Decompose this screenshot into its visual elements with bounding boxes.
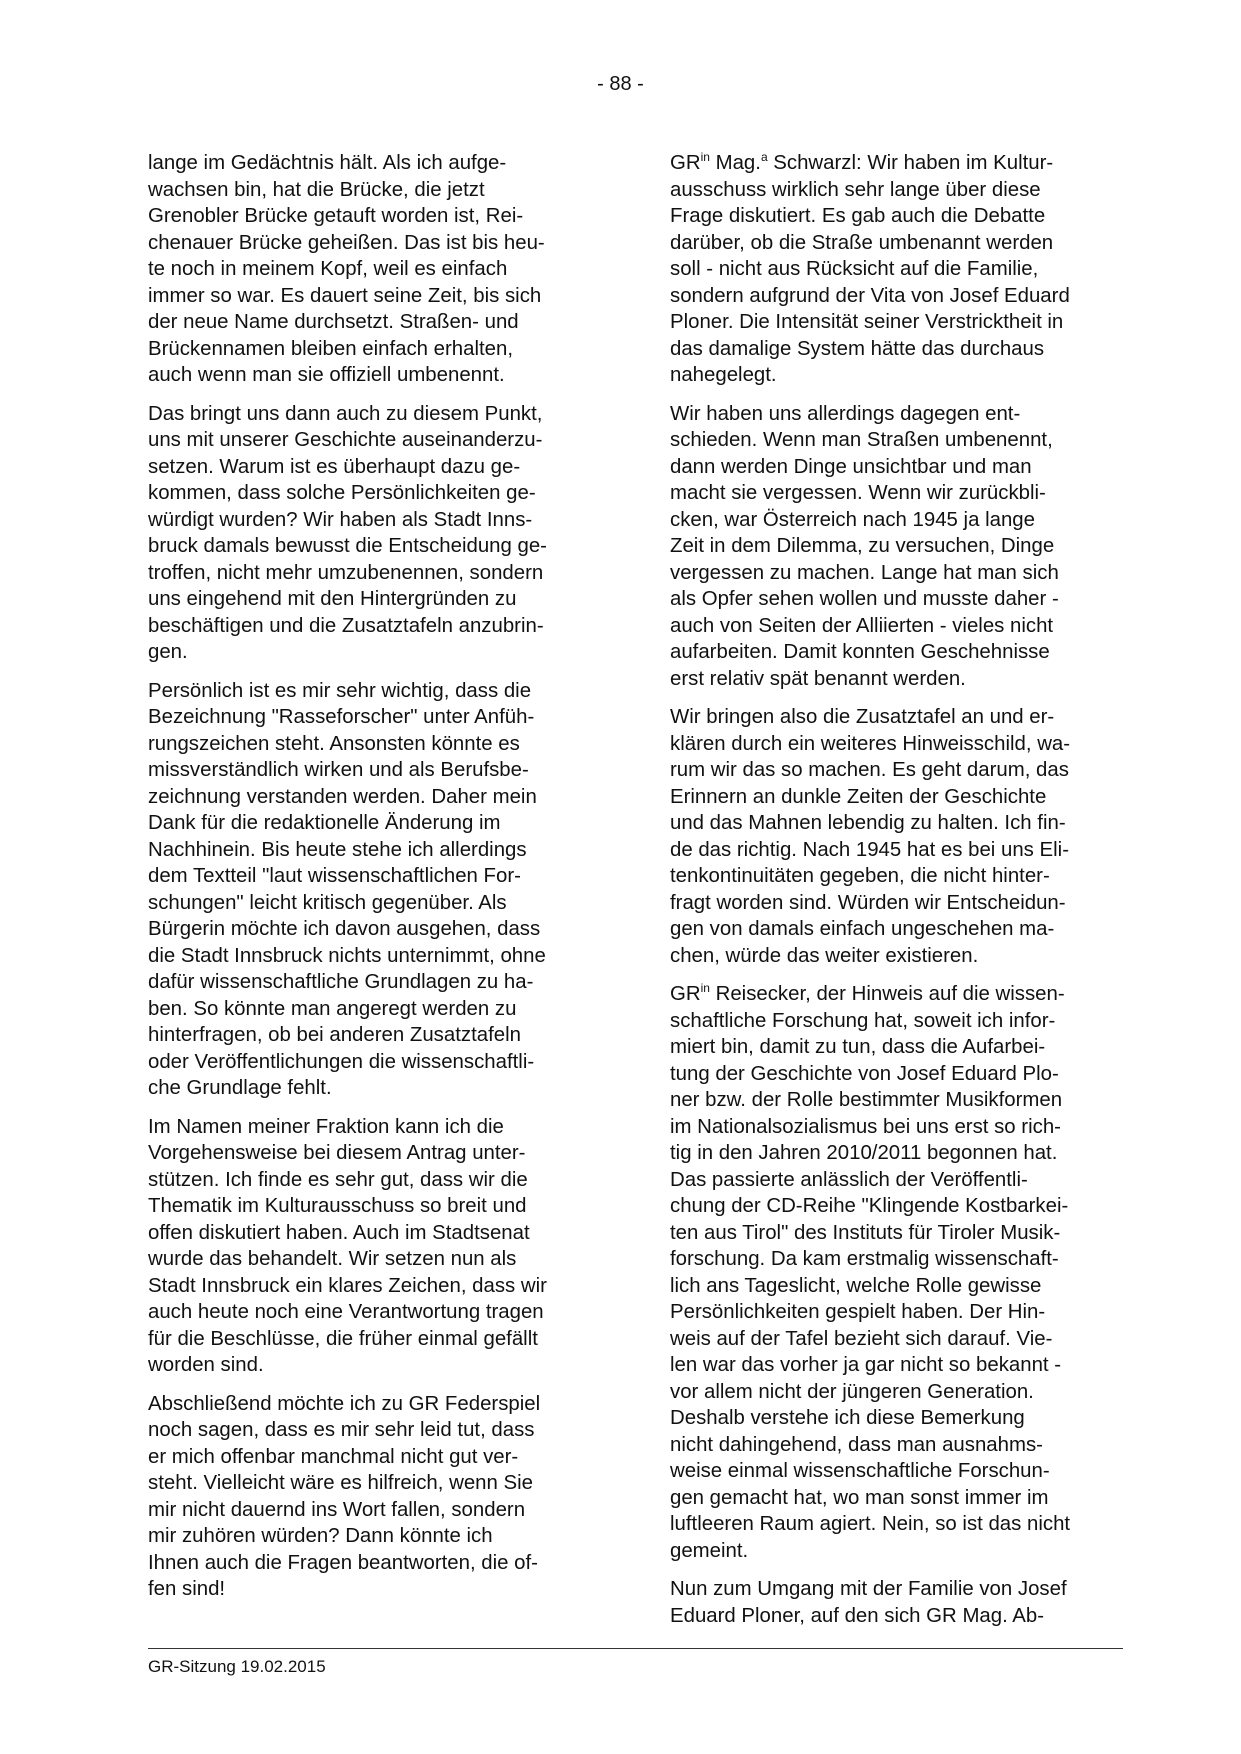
text-line: aufarbeiten. Damit konnten Geschehnisse <box>670 641 1050 663</box>
text-line: er mich offenbar manchmal nicht gut ver- <box>148 1445 519 1468</box>
text-line: würdigt wurden? Wir haben als Stadt Inns- <box>148 508 533 531</box>
text-line: te noch in meinem Kopf, weil es einfach <box>148 258 508 280</box>
text-line: nahegelegt. <box>670 364 777 386</box>
gr-prefix: GR <box>670 983 701 1005</box>
text-line: Nachhinein. Bis heute stehe ich allerdings <box>148 838 527 861</box>
paragraph-speaker-schwarzl <box>670 150 1125 389</box>
left-column <box>148 150 603 1615</box>
text-line: tenkontinuitäten gegeben, die nicht hinter- <box>670 865 1050 887</box>
text-line: Stadt Innsbruck ein klares Zeichen, dass wir <box>148 1274 547 1297</box>
text-line: Vorgehensweise bei diesem Antrag unter- <box>148 1142 526 1164</box>
text-line: mir zuhören würden? Dann könnte ich <box>148 1525 493 1547</box>
text-line: Im Namen meiner Fraktion kann ich die <box>148 1115 504 1138</box>
text-line: als Opfer sehen wollen und musste daher - <box>670 588 1059 610</box>
text-line: mir nicht dauernd ins Wort fallen, sondern <box>148 1498 526 1521</box>
text-line: Deshalb verstehe ich diese Bemerkung <box>670 1407 1025 1429</box>
text-line: macht sie vergessen. Wenn wir zurückbli- <box>670 482 1046 504</box>
text-line: hinterfragen, ob bei anderen Zusatztafeln <box>148 1024 521 1046</box>
text-line: rungszeichen steht. Ansonsten könnte es <box>148 732 520 755</box>
paragraph <box>670 704 1125 969</box>
text-line: chenauer Brücke geheißen. Das ist bis heu- <box>148 231 545 254</box>
text-line: Das passierte anlässlich der Veröffentli- <box>670 1168 1028 1191</box>
text-line: auch wenn man sie offiziell umbenennt. <box>148 364 505 386</box>
text-line: schaftliche Forschung hat, soweit ich infor- <box>670 1009 1056 1032</box>
text-line: das damalige System hätte das durchaus <box>670 337 1045 360</box>
text-line: troffen, nicht mehr umzubenennen, sondern <box>148 561 544 584</box>
text-line: Bezeichnung "Rasseforscher" unter Anfüh- <box>148 706 535 728</box>
text-line: oder Veröffentlichungen die wissenschaftli- <box>148 1050 535 1073</box>
text-line: len war das vorher ja gar nicht so bekannt - <box>670 1354 1062 1376</box>
text-line: dafür wissenschaftliche Grundlagen zu ha- <box>148 971 534 993</box>
text-line: gemeint. <box>670 1539 749 1562</box>
text-line: bruck damals bewusst die Entscheidung ge- <box>148 535 547 557</box>
text-line: und das Mahnen lebendig zu halten. Ich fin- <box>670 812 1066 834</box>
text-line: kommen, dass solche Persönlichkeiten ge- <box>148 482 536 504</box>
text-line: darüber, ob die Straße umbenannt werden <box>670 231 1054 254</box>
paragraph <box>148 1114 603 1379</box>
text-line: zeichnung verstanden werden. Daher mein <box>148 785 537 808</box>
text-line: klären durch ein weiteres Hinweisschild, wa- <box>670 732 1071 755</box>
text-line: Persönlichkeiten gespielt haben. Der Hin- <box>670 1301 1046 1323</box>
text-line: beschäftigen und die Zusatztafeln anzubrin- <box>148 614 544 637</box>
text-line: die Stadt Innsbruck nichts unternimmt, ohne <box>148 944 546 967</box>
speaker-sup: in <box>700 150 710 164</box>
paragraph <box>670 981 1125 1564</box>
text-line: Bürgerin möchte ich davon ausgehen, dass <box>148 918 541 940</box>
text-line: Nun zum Umgang mit der Familie von Josef <box>670 1578 1067 1600</box>
text-line: gen von damals einfach ungeschehen ma- <box>670 918 1055 940</box>
text-line: chen, würde das weiter existieren. <box>670 944 979 967</box>
line-rest: Reisecker, der Hinweis auf die wissen- <box>709 983 1065 1005</box>
text-line: wurde das behandelt. Wir setzen nun als <box>148 1248 517 1270</box>
text-line: nicht dahingehend, dass man ausnahms- <box>670 1433 1043 1456</box>
text-line: schungen" leicht kritisch gegenüber. Als <box>148 891 507 914</box>
text-line: stützen. Ich finde es sehr gut, dass wir die <box>148 1168 528 1191</box>
text-line: tung der Geschichte von Josef Eduard Plo- <box>670 1062 1059 1085</box>
text-line: offen diskutiert haben. Auch im Stadtsenat <box>148 1221 530 1244</box>
text-line: ten aus Tirol" des Instituts für Tiroler Musik- <box>670 1221 1061 1244</box>
text-line: der neue Name durchsetzt. Straßen- und <box>148 311 519 333</box>
text-line: Dank für die redaktionelle Änderung im <box>148 812 501 834</box>
paragraph <box>148 150 603 389</box>
text-line: vor allem nicht der jüngeren Generation. <box>670 1380 1034 1403</box>
text-line: Grenobler Brücke getauft worden ist, Rei- <box>148 205 524 227</box>
text-line: Zeit in dem Dilemma, zu versuchen, Dinge <box>670 535 1055 557</box>
text-line: im Nationalsozialismus bei uns erst so rich- <box>670 1115 1061 1138</box>
text-line: schieden. Wenn man Straßen umbenennt, <box>670 429 1053 451</box>
text-line: soll - nicht aus Rücksicht auf die Familie, <box>670 258 1039 280</box>
text-line: vergessen zu machen. Lange hat man sich <box>670 561 1059 584</box>
text-line: uns eingehend mit den Hintergründen zu <box>148 588 517 610</box>
text-line: Ihnen auch die Fragen beantworten, die of- <box>148 1551 538 1574</box>
text-line: tig in den Jahren 2010/2011 begonnen hat. <box>670 1142 1058 1164</box>
text-line: weis auf der Tafel bezieht sich darauf. Vie- <box>670 1327 1053 1350</box>
text-line: cken, war Österreich nach 1945 ja lange <box>670 508 1035 531</box>
paragraph-lines <box>670 1010 1070 1562</box>
text-line: Frage diskutiert. Es gab auch die Debatte <box>670 205 1046 227</box>
text-line: Erinnern an dunkle Zeiten der Geschichte <box>670 785 1047 808</box>
text-line: de das richtig. Nach 1945 hat es bei uns Eli- <box>670 838 1069 861</box>
text-line: Abschließend möchte ich zu GR Federspiel <box>148 1392 541 1415</box>
paragraph <box>148 401 603 666</box>
text-line: rum wir das so machen. Es geht darum, das <box>670 759 1069 781</box>
text-line: Eduard Ploner, auf den sich GR Mag. Ab- <box>670 1604 1045 1627</box>
text-line: gen. <box>148 641 188 663</box>
text-line: wachsen bin, hat die Brücke, die jetzt <box>148 178 485 201</box>
text-line: setzen. Warum ist es überhaupt dazu ge- <box>148 455 521 478</box>
text-line: auch heute noch eine Verantwortung tragen <box>148 1301 544 1323</box>
text-line: worden sind. <box>148 1354 264 1376</box>
text-line: chung der CD-Reihe "Klingende Kostbarkei- <box>670 1195 1069 1217</box>
page-number: - 88 - <box>597 73 644 95</box>
text-line: Ploner. Die Intensität seiner Verstricktheit in <box>670 311 1064 333</box>
footer-session-date: GR-Sitzung 19.02.2015 <box>148 1657 326 1676</box>
speaker-title: Mag. <box>709 152 761 174</box>
gr-sup: in <box>700 981 710 995</box>
right-column <box>670 150 1125 1641</box>
speaker-sup2: a <box>760 150 768 164</box>
text-line: für die Beschlüsse, die früher einmal gefällt <box>148 1327 538 1350</box>
text-line: weise einmal wissenschaftliche Forschun- <box>670 1460 1050 1482</box>
text-line: ner bzw. der Rolle bestimmter Musikformen <box>670 1089 1063 1111</box>
text-line: noch sagen, dass es mir sehr leid tut, dass <box>148 1419 535 1441</box>
text-line: gen gemacht hat, wo man sonst immer im <box>670 1486 1049 1509</box>
paragraph <box>148 678 603 1102</box>
text-line: Persönlich ist es mir sehr wichtig, dass die <box>148 679 532 702</box>
text-line: erst relativ spät benannt werden. <box>670 667 966 690</box>
text-line: sondern aufgrund der Vita von Josef Eduard <box>670 284 1070 307</box>
text-line: lich ans Tageslicht, welche Rolle gewisse <box>670 1274 1042 1297</box>
text-line: ben. So könnte man angeregt werden zu <box>148 997 517 1020</box>
text-line: uns mit unserer Geschichte auseinanderzu- <box>148 429 543 451</box>
paragraph <box>148 1391 603 1603</box>
speaker-prefix: GR <box>670 152 701 174</box>
line-rest: : Wir haben im Kultur- <box>856 152 1054 174</box>
text-line: che Grundlage fehlt. <box>148 1077 332 1099</box>
text-line: luftleeren Raum agiert. Nein, so ist das nicht <box>670 1513 1071 1535</box>
paragraph <box>670 1576 1125 1629</box>
paragraph <box>670 401 1125 693</box>
text-line: auch von Seiten der Alliierten - vieles nicht <box>670 614 1054 637</box>
text-line: Thematik im Kulturausschuss so breit und <box>148 1195 527 1217</box>
text-line: steht. Vielleicht wäre es hilfreich, wenn Sie <box>148 1472 533 1494</box>
text-line: forschung. Da kam erstmalig wissenschaft- <box>670 1248 1059 1270</box>
text-line: ausschuss wirklich sehr lange über diese <box>670 178 1041 201</box>
text-line: dem Textteil "laut wissenschaftlichen For- <box>148 865 521 887</box>
text-line: Brückennamen bleiben einfach erhalten, <box>148 337 514 360</box>
footer-divider <box>148 1648 1123 1649</box>
text-line: Das bringt uns dann auch zu diesem Punkt, <box>148 402 543 425</box>
text-line: lange im Gedächtnis hält. Als ich aufge- <box>148 152 507 174</box>
text-line: fen sind! <box>148 1578 226 1600</box>
text-line: Wir haben uns allerdings dagegen ent- <box>670 402 1021 425</box>
speaker-name: Schwarzl <box>767 152 857 174</box>
text-line: miert bin, damit zu tun, dass die Aufarbei- <box>670 1036 1046 1058</box>
text-line: dann werden Dinge unsichtbar und man <box>670 455 1032 478</box>
text-line: missverständlich wirken und als Berufsbe- <box>148 759 529 781</box>
paragraph-lines <box>670 179 1070 387</box>
text-line: Wir bringen also die Zusatztafel an und er- <box>670 706 1055 728</box>
text-line: immer so war. Es dauert seine Zeit, bis sich <box>148 284 542 307</box>
text-line: fragt worden sind. Würden wir Entscheidun- <box>670 891 1066 914</box>
